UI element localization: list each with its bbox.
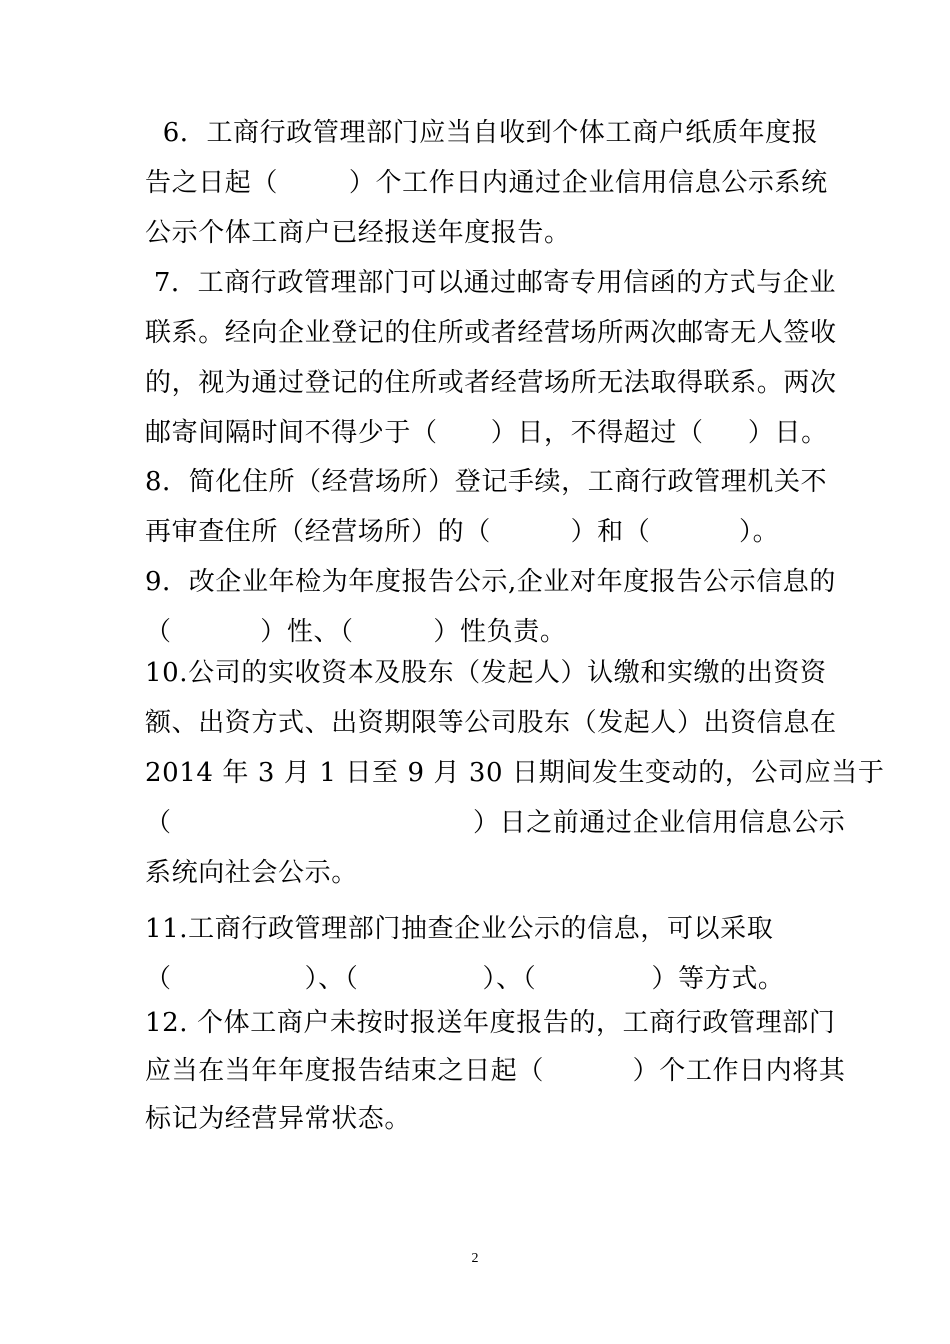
- text-line: 11.工商行政管理部门抽查企业公示的信息，可以采取: [145, 914, 774, 944]
- text-line: 2014 年 3 月 1 日至 9 月 30 日期间发生变动的，公司应当于: [145, 758, 885, 788]
- text-line: 应当在当年年度报告结束之日起（ ）个工作日内将其: [145, 1056, 846, 1086]
- text-line: 告之日起（ ）个工作日内通过企业信用信息公示系统: [145, 168, 828, 198]
- text-line: 标记为经营异常状态。: [145, 1104, 412, 1134]
- text-line: 8．简化住所（经营场所）登记手续，工商行政管理机关不: [145, 467, 828, 497]
- page-number: 2: [471, 1251, 479, 1266]
- text-line: 6．工商行政管理部门应当自收到个体工商户纸质年度报: [145, 118, 819, 148]
- text-line: 再审查住所（经营场所）的（ ）和（ ）。: [145, 517, 780, 547]
- text-line: 系统向社会公示。: [145, 858, 358, 888]
- text-line: 额、出资方式、出资期限等公司股东（发起人）出资信息在: [145, 708, 837, 738]
- text-line: （ ）日之前通过企业信用信息公示: [145, 808, 846, 838]
- text-line: （ ）性、（ ）性负责。: [145, 617, 567, 647]
- text-line: 的，视为通过登记的住所或者经营场所无法取得联系。两次: [145, 368, 837, 398]
- text-line: 联系。经向企业登记的住所或者经营场所两次邮寄无人签收: [145, 318, 837, 348]
- text-line: 公示个体工商户已经报送年度报告。: [145, 218, 571, 248]
- text-line: （ ）、（ ）、（ ）等方式。: [145, 964, 785, 994]
- text-line: 12. 个体工商户未按时报送年度报告的，工商行政管理部门: [145, 1008, 836, 1038]
- text-line: 7．工商行政管理部门可以通过邮寄专用信函的方式与企业: [145, 268, 837, 298]
- text-line: 9．改企业年检为年度报告公示,企业对年度报告公示信息的: [145, 567, 837, 597]
- text-line: 邮寄间隔时间不得少于（ ）日，不得超过（ ）日。: [145, 418, 828, 448]
- text-line: 10.公司的实收资本及股东（发起人）认缴和实缴的出资资: [145, 658, 827, 688]
